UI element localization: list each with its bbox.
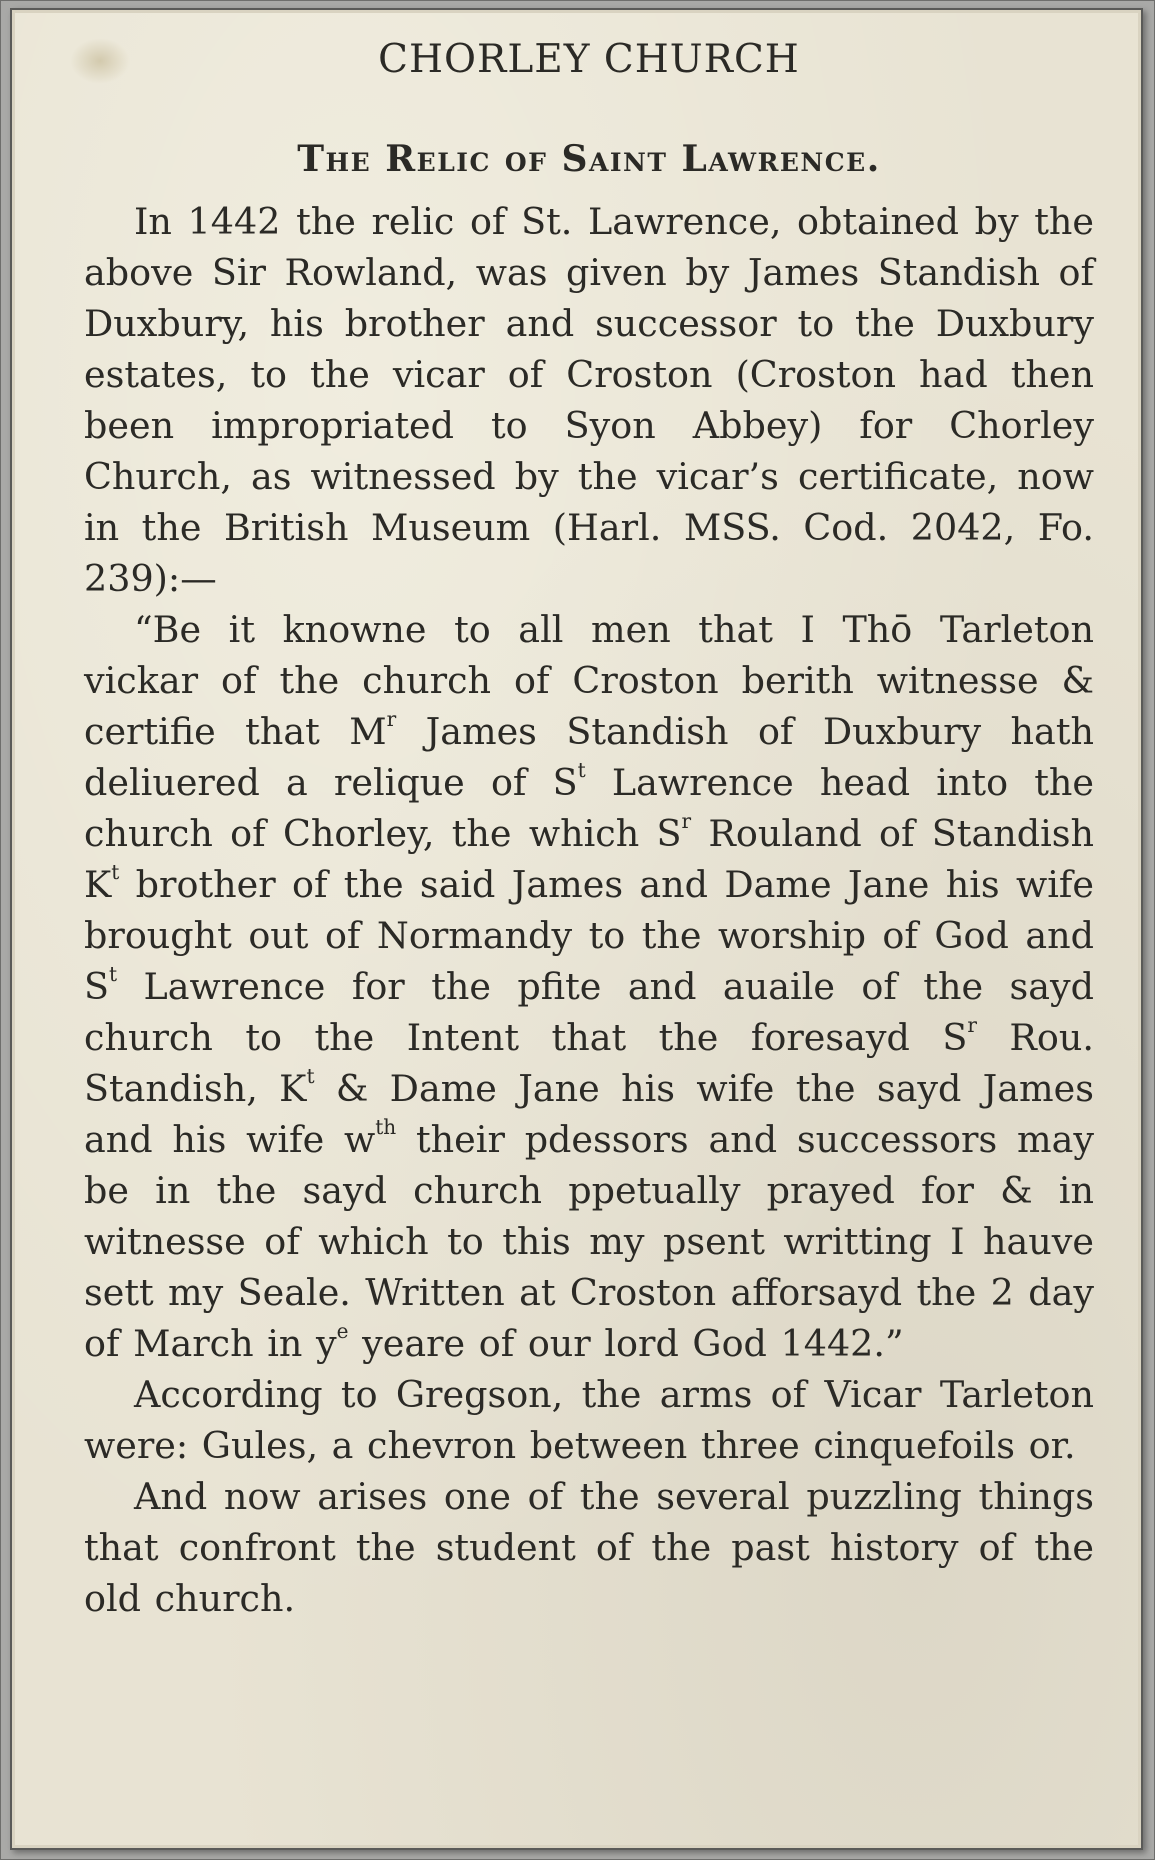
paragraph-puzzle: And now arises one of the several puzzling things that confront the student of the past history of the old church. [84,1475,1094,1620]
page-content [84,28,1094,1624]
certificate-quote: “Be it knowne to all men that I Thō Tarleton vickar of the church of Croston berith witnesse & certifie that $M^r$ James Standish of Duxbury hath deliuered a relique of $S^t$ Lawrence head into the church of Chorley, the which $S^r$ Rouland of Standish $K^t$ brother of the said James and Dame Jane his wife brought out of Normandy to the worship of God and $S^t$ Lawrence for the pfite and auaile of the sayd church to the Intent that the foresayd $S^r$ Rou. Standish, $K^t$ & Dame Jane his wife the sayd James and his wife $w^{th}$ their pdessors and successors may be in the sayd church ppetually prayed for & in witnesse of which to this my psent writting I hauve sett my Seale. Written at Croston afforsayd the 2 day of March in $y^e$ yeare of our lord God 1442.” [84,608,1095,1365]
running-head: CHORLEY CHURCH [378,37,800,82]
paragraph-relic-history: In 1442 the relic of St. Lawrence, obtained by the above Sir Rowland, was given by James Standish of Duxbury, his brother and successor to the Duxbury estates, to the vicar of Croston (Croston had then been impropriated to Syon Abbey) for Chorley Church, as witnessed by the vicar’s certificate, now in the British Museum (Harl. MSS. Cod. 2042, Fo. 239):— [84,200,1094,600]
section-title: The Relic of Saint Lawrence. [297,138,881,180]
book-page [10,8,1143,1850]
paragraph-arms: According to Gregson, the arms of Vicar Tarleton were: Gules, a chevron between three cinquefoils or. [84,1373,1094,1467]
